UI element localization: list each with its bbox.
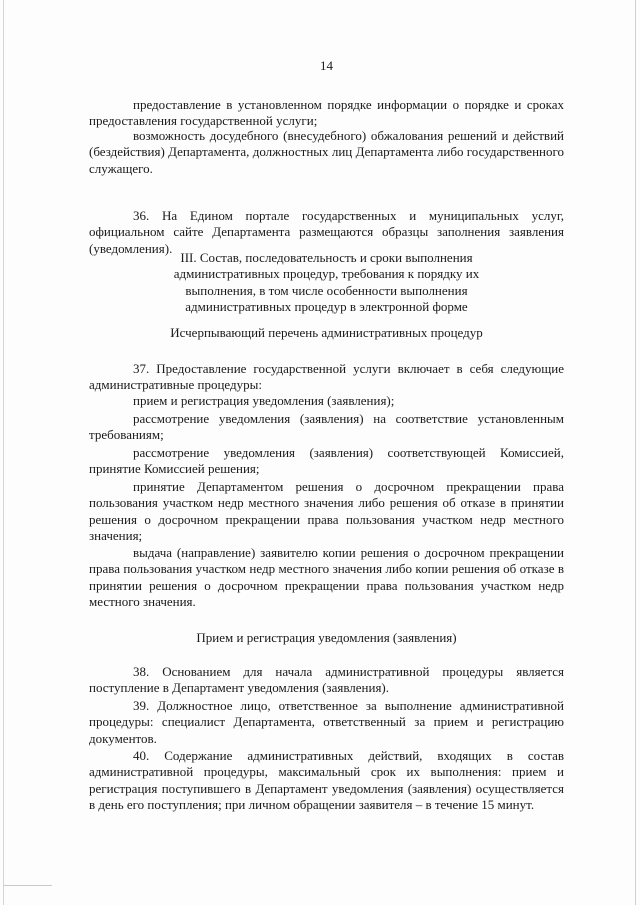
scan-edge-right [635,0,636,905]
subheading-registration: Прием и регистрация уведомления (заявления) [196,630,457,645]
paragraph-info-order: предоставление в установленном порядке информации о порядке и сроках предоставления государственной услуги; [89,97,564,129]
paragraph-37: 37. Предоставление государственной услуги включает в себя следующие административные процедуры: [89,361,564,393]
procedure-item-2: рассмотрение уведомления (заявления) на соответствие установленным требованиям; [89,411,564,443]
paragraph-39: 39. Должностное лицо, ответственное за выполнение административной процедуры: специалист Департамента, ответственный за прием и регистрацию документов. [89,698,564,746]
procedure-item-5: выдача (направление) заявителю копии решения о досрочном прекращении права пользования участком недр местного значения либо копии решения об отказе в принятии решения о досрочном прекращении права пользования участком недр местного значения. [89,545,564,610]
paragraph-appeal: возможность досудебного (внесудебного) обжалования решений и действий (бездействия) Департамента, должностных лиц Департамента либо государственного служащего. [89,128,564,176]
procedure-item-4: принятие Департаментом решения о досрочном прекращении права пользования участком недр местного значения либо решения об отказе в принятии решения о досрочном прекращении права пользования участком недр местного значения; [89,479,564,544]
subheading-procedures: Исчерпывающий перечень административных процедур [170,325,483,340]
scan-edge-left [3,0,4,905]
paragraph-36: 36. На Едином портале государственных и муниципальных услуг, официальном сайте Департамента размещаются образцы заполнения заявления (уведомления). [89,208,564,256]
procedure-item-1: прием и регистрация уведомления (заявления); [133,393,395,408]
paragraph-40: 40. Содержание административных действий, входящих в состав административной процедуры, максимальный срок их выполнения: прием и регистрация поступившего в Департамент уведомления (заявления) осуществляется в день его поступления; при личном обращении заявителя – в течение 15 минут. [89,748,564,813]
scan-mark [4,885,52,886]
paragraph-38: 38. Основанием для начала административной процедуры является поступление в Департамент уведомления (заявления). [89,664,564,696]
procedure-item-3: рассмотрение уведомления (заявления) соответствующей Комиссией, принятие Комиссией решения; [89,445,564,477]
section-heading-3: III. Состав, последовательность и сроки выполнения административных процедур, требования к порядку их выполнения, в том числе особенности выполнения административных процедур в электронной форме [173,250,480,315]
page-number: 14 [320,58,333,73]
